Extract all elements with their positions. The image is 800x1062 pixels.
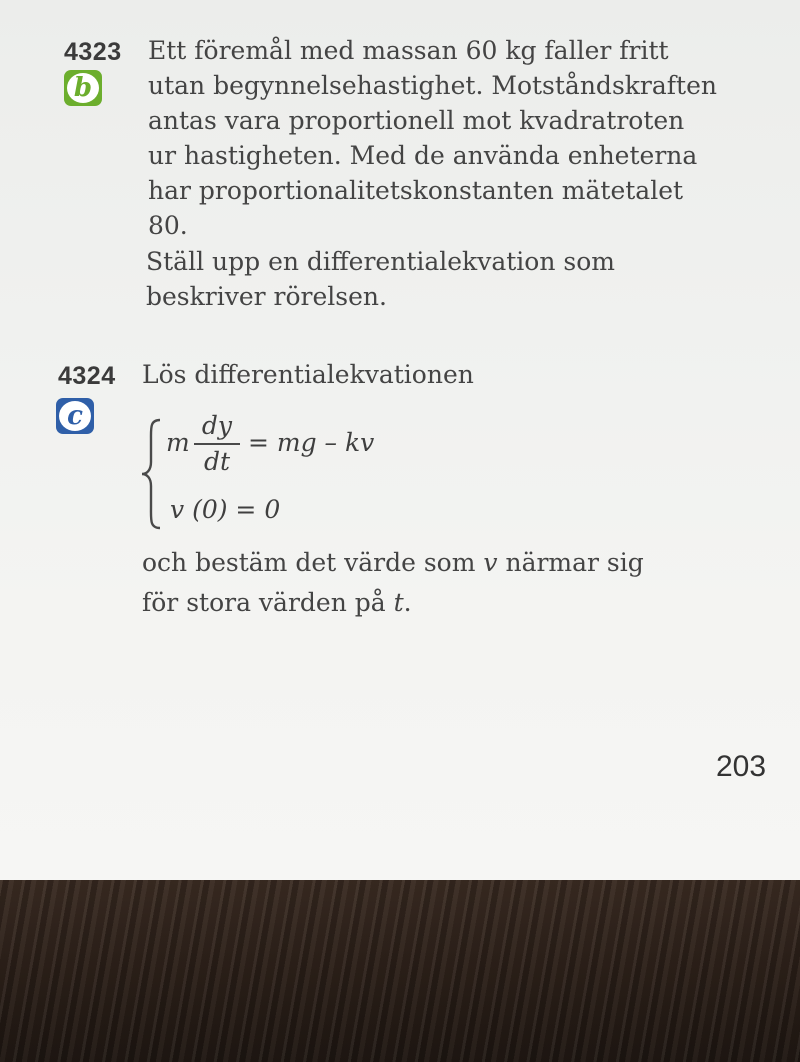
line2-text-b: . <box>403 588 412 617</box>
initial-condition: v (0) = 0 <box>170 495 281 524</box>
difficulty-c-badge-icon <box>56 398 94 434</box>
line1-text-b: närmar sig <box>497 548 644 577</box>
fraction-numerator: dy <box>201 411 233 440</box>
problem-4323-line-6: 80. <box>148 211 188 240</box>
problem-4323-line-2: utan begynnelsehastighet. Motståndskraften <box>148 71 717 100</box>
fraction-bar <box>194 443 240 445</box>
page-number: 203 <box>716 750 767 783</box>
problem-4324-line-2 <box>142 585 412 620</box>
problem-4323-task-line-1: Ställ upp en differentialekvation som <box>146 247 615 276</box>
var-t: t <box>393 588 404 617</box>
line1-text-a: och bestäm det värde som <box>142 548 484 577</box>
badge-c-letter: c <box>59 401 91 431</box>
badge-b-letter: b <box>67 73 99 103</box>
problem-4323-number: 4323 <box>64 38 122 66</box>
problem-4324-number: 4324 <box>58 362 116 390</box>
problem-4323-line-4: ur hastigheten. Med de använda enheterna <box>148 141 698 170</box>
fraction-denominator: dt <box>203 447 231 476</box>
problem-4323-line-3: antas vara proportionell mot kvadratroten <box>148 106 685 135</box>
problem-4323-line-5: har proportionalitetskonstanten mätetalet <box>148 176 684 205</box>
problem-4323-task-line-2: beskriver rörelsen. <box>146 282 387 311</box>
equation-right-side: = mg – kv <box>248 428 375 457</box>
wooden-table-background <box>0 880 800 1062</box>
problem-4324-intro: Lös differentialekvationen <box>142 360 474 389</box>
equation-fraction <box>194 412 240 476</box>
problem-4324-line-1 <box>142 545 644 580</box>
var-v: v <box>483 548 498 577</box>
problem-4323-line-1: Ett föremål med massan 60 kg faller fritt <box>148 36 669 65</box>
line2-text-a: för stora värden på <box>142 588 394 617</box>
difficulty-b-badge-icon <box>64 70 102 106</box>
left-brace-icon <box>140 418 164 530</box>
equation-m: m <box>166 428 190 457</box>
